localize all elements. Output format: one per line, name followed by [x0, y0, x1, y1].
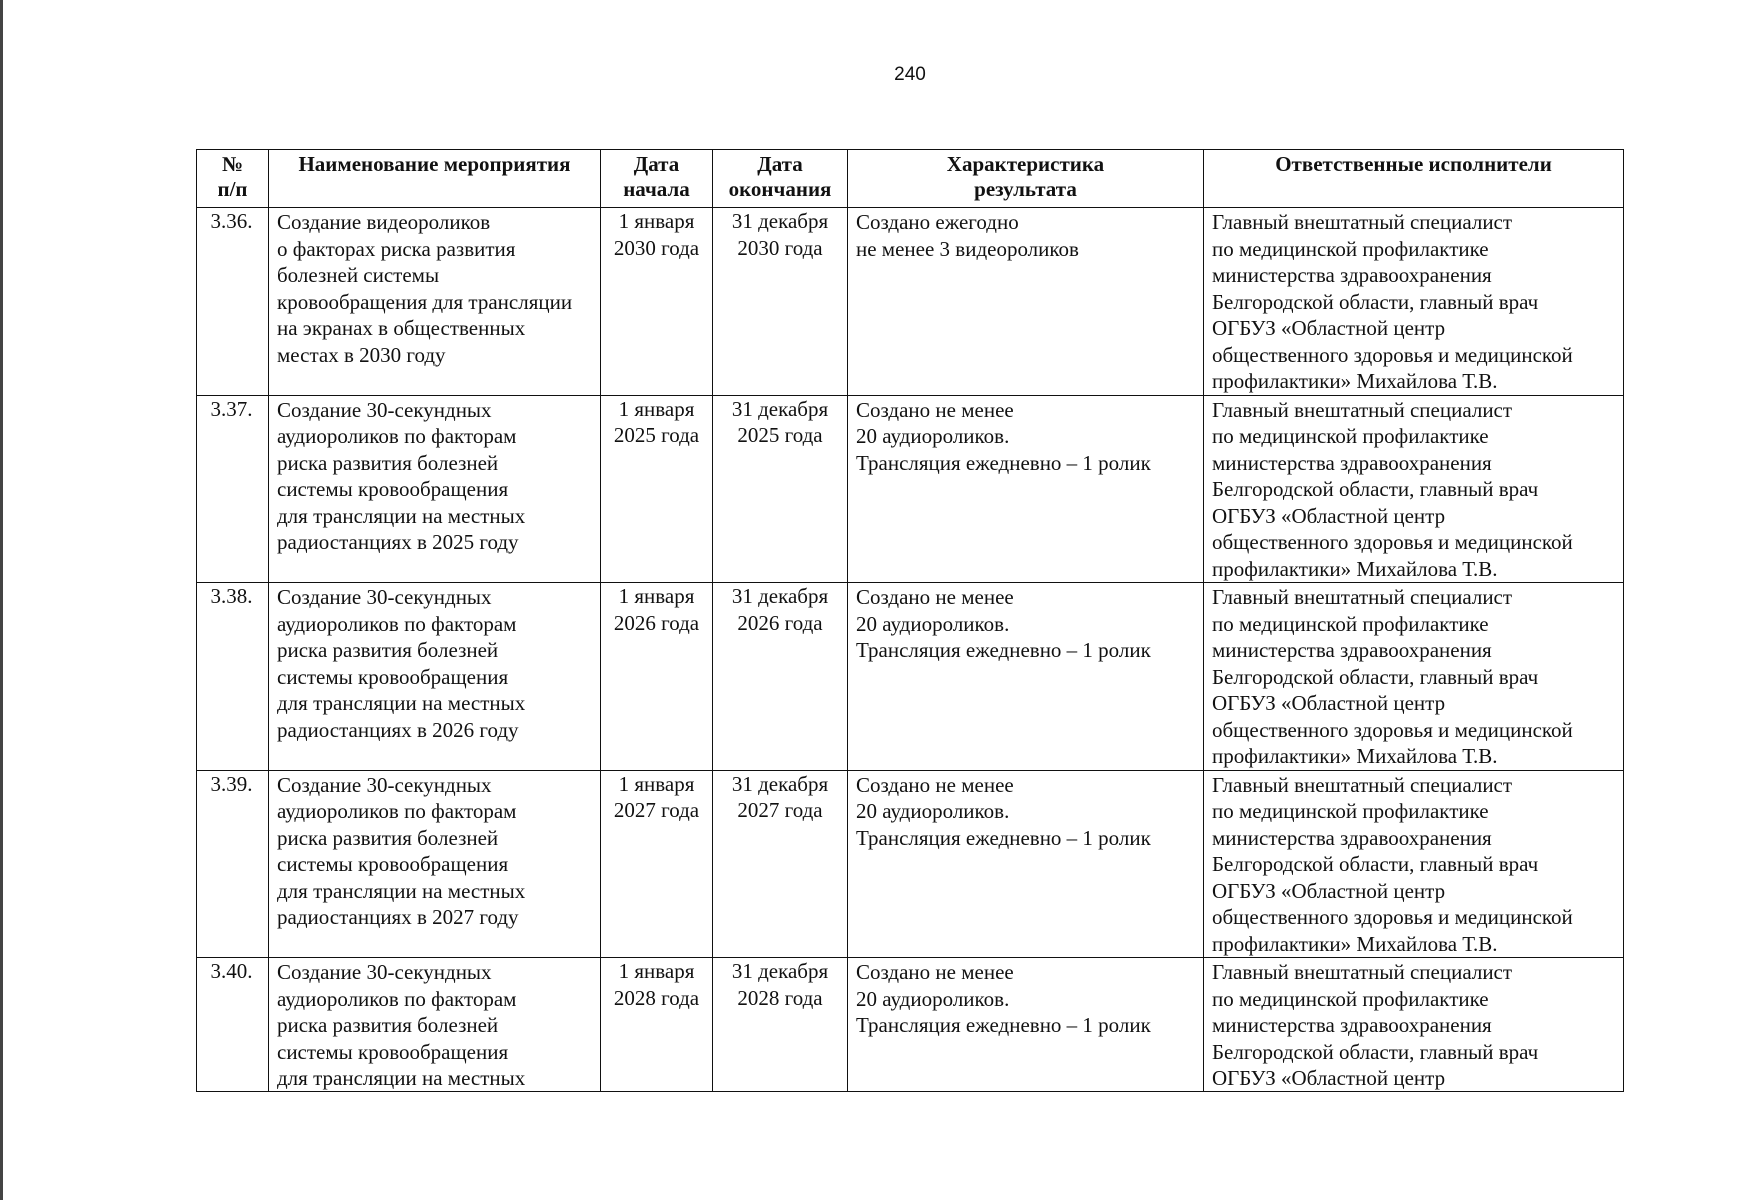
- row-number: 3.40.: [210, 959, 253, 983]
- end-date: 31 декабря 2025 года: [713, 395, 848, 583]
- header-name: Наименование мероприятия: [269, 150, 601, 208]
- end-date: 31 декабря 2030 года: [713, 208, 848, 396]
- row-number: 3.39.: [197, 770, 269, 958]
- activity-name: Создание 30-секундных аудиороликов по факторам риска развития болезней системы кровообращения для трансляции на местных радиостанциях в 2027 году: [269, 770, 601, 958]
- result-description-cell: [848, 958, 1204, 1092]
- header-end-date: Дата окончания: [713, 150, 848, 208]
- header-num: № п/п: [197, 150, 269, 208]
- end-date-cell: [713, 958, 848, 1092]
- row-number: 3.36.: [197, 208, 269, 396]
- start-date-cell: [601, 958, 713, 1092]
- responsible-persons: Главный внештатный специалист по медицинской профилактике министерства здравоохранения Белгородской области, главный врач ОГБУЗ «Областной центр общественного здоровья и медицинской профилактики» Михайлова Т.В.: [1204, 583, 1624, 771]
- activity-name-cell: [269, 958, 601, 1092]
- table-row: [197, 583, 1624, 771]
- activity-name: Создание 30-секундных аудиороликов по факторам риска развития болезней системы кровообращения для трансляции на местных радиостанциях в 2026 году: [269, 583, 601, 771]
- activity-name: Создание 30-секундных аудиороликов по факторам риска развития болезней системы кровообращения для трансляции на местных радиостанциях в 2025 году: [269, 395, 601, 583]
- table-row: [197, 208, 1624, 396]
- start-date: 1 января 2025 года: [601, 395, 713, 583]
- responsible-persons: Главный внештатный специалист по медицинской профилактике министерства здравоохранения Белгородской области, главный врач ОГБУЗ «Областной центр общественного здоровья и медицинской профилактики» Михайлова Т.В.: [1204, 770, 1624, 958]
- row-number: 3.38.: [197, 583, 269, 771]
- activity-name: Создание видеороликов о факторах риска развития болезней системы кровообращения для трансляции на экранах в общественных местах в 2030 году: [269, 208, 601, 396]
- page-number: 240: [894, 64, 926, 85]
- activities-table: [196, 149, 1624, 1092]
- start-date: 1 января 2027 года: [601, 770, 713, 958]
- start-date: 1 января 2028 года: [613, 959, 700, 1010]
- start-date: 1 января 2030 года: [601, 208, 713, 396]
- row-number: 3.37.: [197, 395, 269, 583]
- result-description: Создано не менее 20 аудиороликов. Трансляция ежедневно – 1 ролик: [848, 770, 1204, 958]
- header-responsible: Ответственные исполнители: [1204, 150, 1624, 208]
- scan-edge: [0, 0, 3, 1200]
- activity-name: Создание 30-секундных аудиороликов по факторам риска развития болезней системы кровообращения для трансляции на местных: [277, 960, 526, 1090]
- result-description: Создано не менее 20 аудиороликов. Трансляция ежедневно – 1 ролик: [856, 960, 1151, 1037]
- header-start-date: Дата начала: [601, 150, 713, 208]
- row-number-cell: [197, 958, 269, 1092]
- responsible-persons: Главный внештатный специалист по медицинской профилактике министерства здравоохранения Белгородской области, главный врач ОГБУЗ «Областной центр общественного здоровья и медицинской профилактики» Михайлова Т.В.: [1204, 208, 1624, 396]
- result-description: Создано не менее 20 аудиороликов. Трансляция ежедневно – 1 ролик: [848, 395, 1204, 583]
- table-header-row: [197, 150, 1624, 208]
- responsible-persons: Главный внештатный специалист по медицинской профилактике министерства здравоохранения Белгородской области, главный врач ОГБУЗ «Областной центр общественного здоровья и медицинской профилактики» Михайлова Т.В.: [1204, 395, 1624, 583]
- table-row: [197, 770, 1624, 958]
- header-result: Характеристика результата: [848, 150, 1204, 208]
- end-date: 31 декабря 2028 года: [731, 959, 829, 1010]
- table-row: [197, 395, 1624, 583]
- responsible-persons: Главный внештатный специалист по медицинской профилактике министерства здравоохранения Белгородской области, главный врач ОГБУЗ «Областной центр: [1212, 960, 1539, 1090]
- result-description: Создано не менее 20 аудиороликов. Трансляция ежедневно – 1 ролик: [848, 583, 1204, 771]
- result-description: Создано ежегодно не менее 3 видеороликов: [848, 208, 1204, 396]
- responsible-persons-cell: [1204, 958, 1624, 1092]
- end-date: 31 декабря 2026 года: [713, 583, 848, 771]
- start-date: 1 января 2026 года: [601, 583, 713, 771]
- end-date: 31 декабря 2027 года: [713, 770, 848, 958]
- table-row: [197, 958, 1624, 1092]
